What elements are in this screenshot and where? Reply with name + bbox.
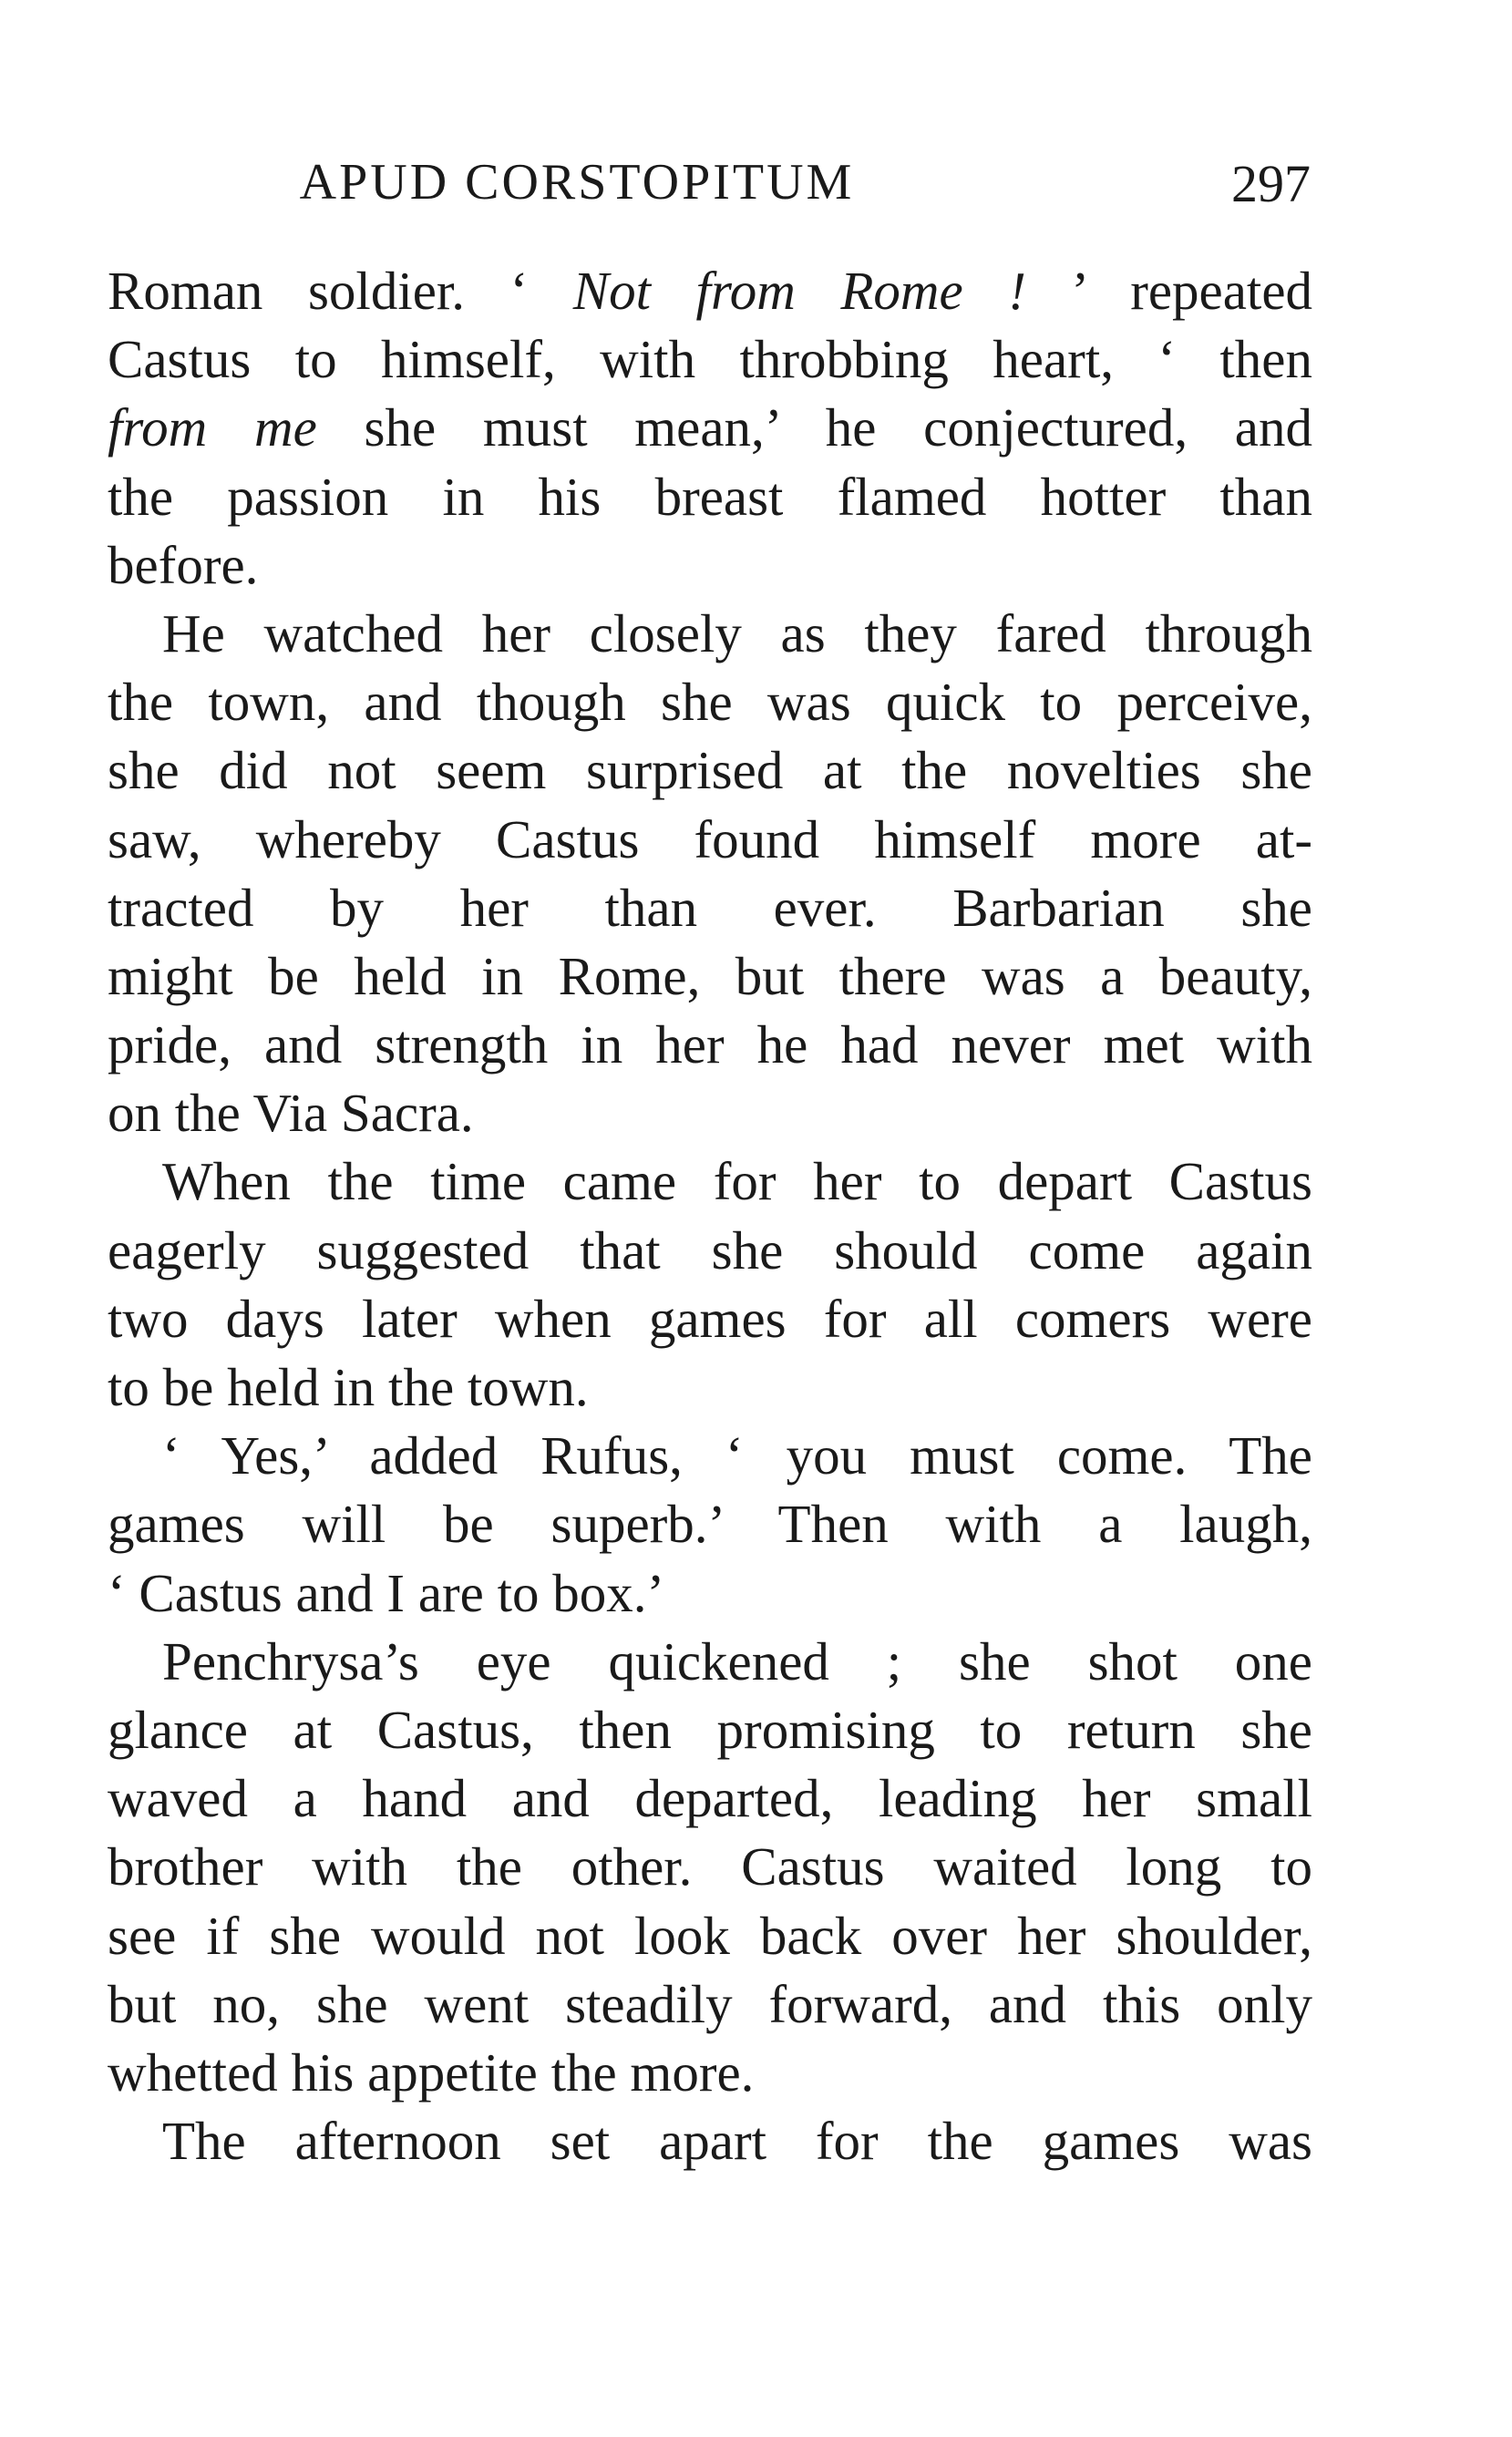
text-line: ‘ Yes,’ added Rufus, ‘ you must come. The xyxy=(162,1425,1312,1486)
text-line: she did not seem surprised at the novelties she xyxy=(108,740,1312,801)
text-line: before. xyxy=(108,534,259,595)
italic-span: Not from Rome ! xyxy=(572,261,1026,321)
text-line: Castus to himself, with throbbing heart, ‘ then xyxy=(108,329,1312,390)
text-line: ‘ Castus and I are to box.’ xyxy=(108,1562,665,1623)
text-line xyxy=(108,257,1312,325)
text-line: pride, and strength in her he had never met with xyxy=(108,1014,1312,1075)
text-line: see if she would not look back over her shoulder, xyxy=(108,1905,1312,1966)
text-line: waved a hand and departed, leading her small xyxy=(108,1768,1312,1829)
text-line: eagerly suggested that she should come again xyxy=(108,1219,1312,1280)
page-header xyxy=(108,153,1311,226)
body-text xyxy=(108,257,1312,2175)
text-line: When the time came for her to depart Castus xyxy=(162,1151,1312,1212)
text-line: the passion in his breast flamed hotter than xyxy=(108,466,1312,527)
text-line: The afternoon set apart for the games was xyxy=(162,2111,1312,2172)
text-line: brother with the other. Castus waited long to xyxy=(108,1836,1312,1897)
running-head: APUD CORSTOPITUM xyxy=(299,154,855,211)
text-span: she must mean,’ he conjectured, and xyxy=(316,397,1312,458)
text-span: ’ repeated xyxy=(1025,261,1313,321)
text-line: whetted his appetite the more. xyxy=(108,2041,755,2103)
text-line: the town, and though she was quick to perceive, xyxy=(108,672,1312,733)
text-span: Roman soldier. ‘ xyxy=(108,261,573,321)
italic-span: from me xyxy=(108,397,317,458)
text-line: Penchrysa’s eye quickened ; she shot one xyxy=(162,1630,1312,1692)
text-line: tracted by her than ever. Barbarian she xyxy=(108,877,1312,938)
text-line: might be held in Rome, but there was a beauty, xyxy=(108,945,1312,1006)
text-line: games will be superb.’ Then with a laugh, xyxy=(108,1494,1312,1555)
text-line: saw, whereby Castus found himself more at- xyxy=(108,808,1312,869)
text-line: glance at Castus, then promising to return she xyxy=(108,1699,1312,1760)
text-line: He watched her closely as they fared through xyxy=(162,602,1312,663)
text-line: two days later when games for all comers were xyxy=(108,1288,1312,1349)
text-line: to be held in the town. xyxy=(108,1357,589,1417)
text-line: but no, she went steadily forward, and this only xyxy=(108,1973,1312,2034)
text-line: on the Via Sacra. xyxy=(108,1083,474,1144)
page-number: 297 xyxy=(1231,154,1311,213)
text-line xyxy=(108,394,1312,462)
